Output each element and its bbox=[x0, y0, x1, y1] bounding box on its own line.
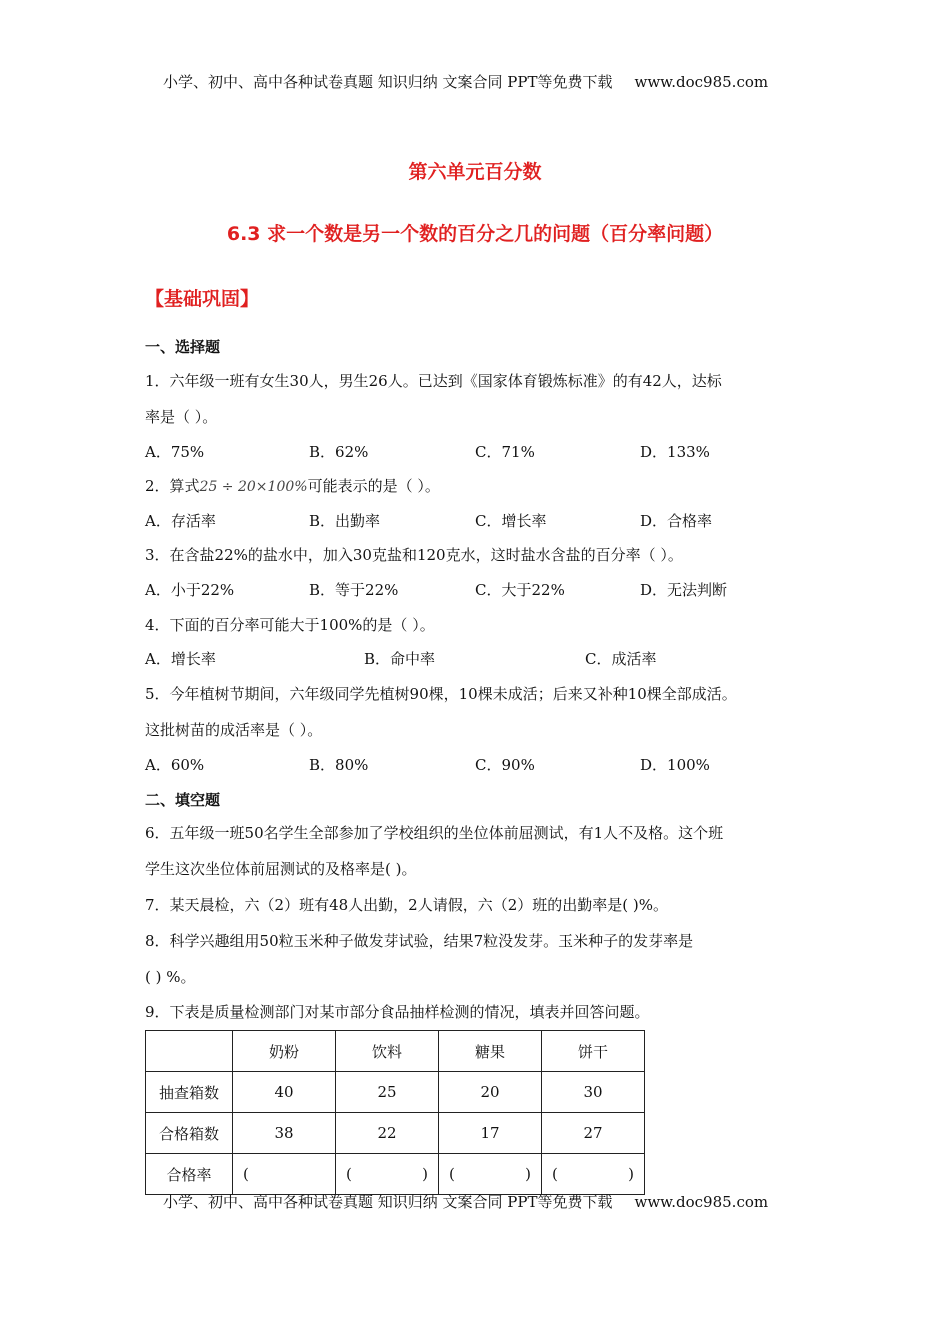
answer-cell[interactable] bbox=[439, 1154, 542, 1195]
table-cell: 22 bbox=[336, 1113, 439, 1154]
q5-line1: 5．今年植树节期间，六年级同学先植树90棵，10棵未成活；后来又补种10棵全部成活。 bbox=[145, 685, 737, 703]
q1-line2: 率是（ ）。 bbox=[145, 408, 218, 426]
answer-cell[interactable] bbox=[336, 1154, 439, 1195]
q4-option-b[interactable]: B．命中率 bbox=[364, 650, 436, 668]
q1-option-d[interactable]: D．133% bbox=[640, 443, 710, 461]
table-cell: 20 bbox=[439, 1072, 542, 1113]
q1-option-a[interactable]: A．75% bbox=[145, 443, 205, 461]
table-header-cell: 奶粉 bbox=[233, 1031, 336, 1072]
q5-option-d[interactable]: D．100% bbox=[640, 756, 710, 774]
q9-line1: 9．下表是质量检测部门对某市部分食品抽样检测的情况，填表并回答问题。 bbox=[145, 1003, 650, 1021]
q1-option-b[interactable]: B．62% bbox=[309, 443, 369, 461]
answer-cell[interactable] bbox=[233, 1154, 336, 1195]
q3-option-c[interactable]: C．大于22% bbox=[475, 581, 565, 599]
q2-line bbox=[145, 475, 440, 496]
q5-option-b[interactable]: B．80% bbox=[309, 756, 369, 774]
row-label: 抽查箱数 bbox=[146, 1072, 233, 1113]
table-row bbox=[146, 1113, 645, 1154]
header-site[interactable]: www.doc985.com bbox=[634, 73, 769, 91]
q2-option-c[interactable]: C．增长率 bbox=[475, 512, 547, 530]
table-cell: 30 bbox=[542, 1072, 645, 1113]
table-row bbox=[146, 1154, 645, 1195]
table-row bbox=[146, 1072, 645, 1113]
q8-line1: 8．科学兴趣组用50粒玉米种子做发芽试验，结果7粒没发芽。玉米种子的发芽率是 bbox=[145, 932, 694, 950]
lesson-title: 6.3 求一个数是另一个数的百分之几的问题（百分率问题） bbox=[226, 223, 724, 245]
page-footer bbox=[163, 1191, 768, 1212]
unit-title: 第六单元百分数 bbox=[408, 161, 542, 183]
header-text: 小学、初中、高中各种试卷真题 知识归纳 文案合同 PPT等免费下载 bbox=[163, 73, 613, 91]
table-cell: 25 bbox=[336, 1072, 439, 1113]
q5-option-c[interactable]: C．90% bbox=[475, 756, 535, 774]
close-paren: ) bbox=[628, 1165, 634, 1183]
q3-option-a[interactable]: A．小于22% bbox=[145, 581, 235, 599]
table-header-cell: 糖果 bbox=[439, 1031, 542, 1072]
row-label: 合格率 bbox=[146, 1154, 233, 1195]
open-paren: ( bbox=[449, 1165, 455, 1183]
q1-option-c[interactable]: C．71% bbox=[475, 443, 535, 461]
footer-site[interactable]: www.doc985.com bbox=[634, 1193, 769, 1211]
q4-option-a[interactable]: A．增长率 bbox=[145, 650, 216, 668]
footer-text: 小学、初中、高中各种试卷真题 知识归纳 文案合同 PPT等免费下载 bbox=[163, 1193, 613, 1211]
table-header-cell: 饮料 bbox=[336, 1031, 439, 1072]
close-paren: ) bbox=[422, 1165, 428, 1183]
q1-line1: 1．六年级一班有女生30人，男生26人。已达到《国家体育锻炼标准》的有42人，达标 bbox=[145, 372, 722, 390]
q5-option-a[interactable]: A．60% bbox=[145, 756, 205, 774]
part1-heading: 一、选择题 bbox=[145, 338, 221, 356]
section-title: 【基础巩固】 bbox=[145, 288, 260, 310]
q6-line2: 学生这次坐位体前屈测试的及格率是( )。 bbox=[145, 860, 417, 878]
q2-formula: 25 ÷ 20×100% bbox=[199, 479, 308, 495]
table-cell: 17 bbox=[439, 1113, 542, 1154]
open-paren: ( bbox=[243, 1165, 249, 1183]
page-header bbox=[163, 71, 768, 92]
q3-option-d[interactable]: D．无法判断 bbox=[640, 581, 728, 599]
part2-heading: 二、填空题 bbox=[145, 791, 221, 809]
q7-line1: 7．某天晨检，六（2）班有48人出勤，2人请假，六（2）班的出勤率是( )%。 bbox=[145, 896, 668, 914]
table-cell: 27 bbox=[542, 1113, 645, 1154]
q6-line1: 6．五年级一班50名学生全部参加了学校组织的坐位体前屈测试，有1人不及格。这个班 bbox=[145, 824, 724, 842]
open-paren: ( bbox=[346, 1165, 352, 1183]
close-paren: ) bbox=[525, 1165, 531, 1183]
q2-option-d[interactable]: D．合格率 bbox=[640, 512, 713, 530]
q3-line1: 3．在含盐22%的盐水中，加入30克盐和120克水，这时盐水含盐的百分率（ ）。 bbox=[145, 546, 683, 564]
table-header-cell bbox=[146, 1031, 233, 1072]
q2-post: 可能表示的是（ ）。 bbox=[307, 477, 440, 495]
q3-option-b[interactable]: B．等于22% bbox=[309, 581, 399, 599]
q2-option-b[interactable]: B．出勤率 bbox=[309, 512, 381, 530]
q2-pre: 2．算式 bbox=[145, 477, 200, 495]
q5-line2: 这批树苗的成活率是（ ）。 bbox=[145, 721, 323, 739]
table-header-row bbox=[146, 1031, 645, 1072]
table-cell: 40 bbox=[233, 1072, 336, 1113]
q4-option-c[interactable]: C．成活率 bbox=[585, 650, 657, 668]
row-label: 合格箱数 bbox=[146, 1113, 233, 1154]
inspection-table bbox=[145, 1030, 645, 1195]
table-header-cell: 饼干 bbox=[542, 1031, 645, 1072]
q2-option-a[interactable]: A．存活率 bbox=[145, 512, 216, 530]
q4-line1: 4．下面的百分率可能大于100%的是（ ）。 bbox=[145, 616, 435, 634]
table-cell: 38 bbox=[233, 1113, 336, 1154]
q8-line2: ( ) %。 bbox=[145, 968, 196, 986]
answer-cell[interactable] bbox=[542, 1154, 645, 1195]
open-paren: ( bbox=[552, 1165, 558, 1183]
